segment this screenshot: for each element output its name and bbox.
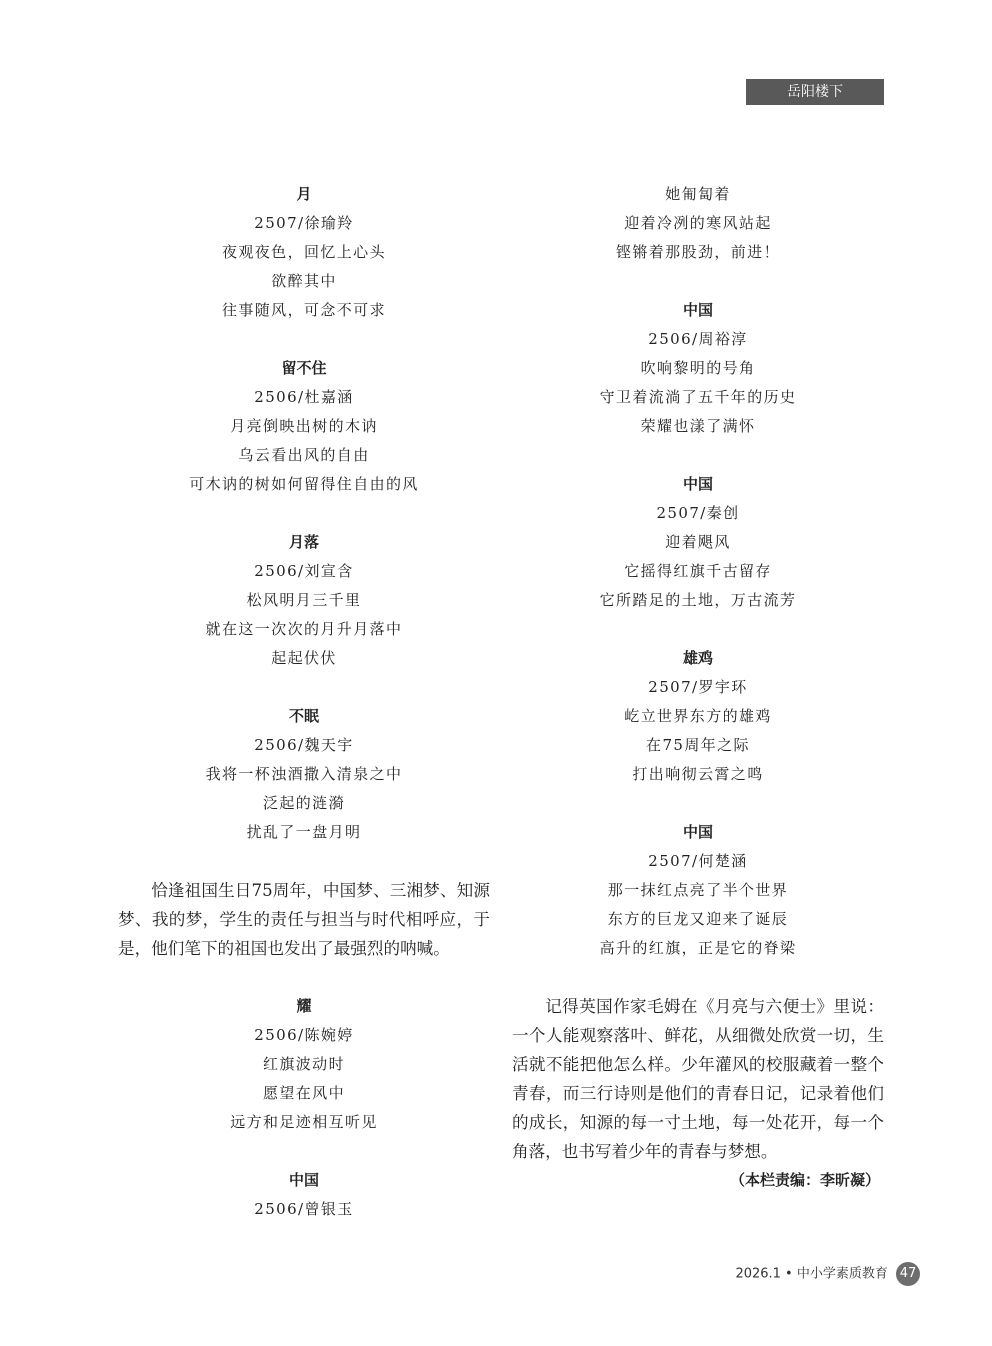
poem-line: 泛起的涟漪 (262, 794, 345, 812)
poem-line: 松风明月三千里 (246, 591, 362, 609)
poem-line: 我将一杯浊酒撒入清泉之中 (205, 765, 403, 783)
poem-line: 它摇得红旗千古留存 (624, 562, 772, 580)
poem-author: 2507/何楚涵 (648, 852, 748, 870)
poem-line: 那一抹红点亮了半个世界 (607, 881, 789, 899)
poem-continuation (512, 180, 884, 267)
poem-line: 打出响彻云霄之鸣 (632, 765, 764, 783)
left-poems-before (118, 180, 490, 847)
poem-title: 留不住 (281, 359, 327, 377)
intro-paragraph: 恰逢祖国生日75周年，中国梦、三湘梦、知源梦、我的梦，学生的责任与担当与时代相呼应，于是，他们笔下的祖国也发出了最强烈的呐喊。 (118, 881, 490, 958)
poem-line: 可木讷的树如何留得住自由的风 (189, 475, 419, 493)
poem-author: 2506/刘宣含 (254, 562, 354, 580)
poem (118, 180, 490, 325)
right-column (512, 180, 884, 1195)
poem-line: 高升的红旗，正是它的脊梁 (599, 939, 797, 957)
poem-title: 不眠 (288, 707, 319, 725)
poem-line: 铿锵着那股劲，前进！ (615, 243, 780, 261)
poem (118, 1166, 490, 1224)
issue-label: 2026.1 • 中小学素质教育 (735, 1266, 888, 1282)
poem-line: 愿望在风中 (262, 1084, 345, 1102)
poem-line: 夜观夜色，回忆上心头 (221, 243, 386, 261)
poem-line: 月亮倒映出树的木讷 (230, 417, 378, 435)
poem-line: 屹立世界东方的雄鸡 (624, 707, 772, 725)
poem-title: 中国 (682, 823, 713, 841)
editor-credit: （本栏责编：李昕凝） (729, 1171, 880, 1189)
page-footer (600, 1262, 920, 1286)
poem-line: 它所踏足的土地，万古流芳 (599, 591, 797, 609)
poem-line: 在75周年之际 (646, 736, 750, 754)
poem-title: 雄鸡 (682, 649, 713, 667)
poem (118, 528, 490, 673)
poem-line: 扰乱了一盘月明 (246, 823, 362, 841)
section-tag: 岳阳楼下 (746, 79, 884, 105)
poem-title: 月落 (288, 533, 319, 551)
poem (118, 354, 490, 499)
poem-line: 欲醉其中 (271, 272, 337, 290)
poem-author: 2506/周裕淳 (648, 330, 748, 348)
left-column (118, 180, 490, 1224)
poem-line: 迎着飓风 (665, 533, 731, 551)
poem-author: 2506/陈婉婷 (254, 1026, 354, 1044)
poem-author: 2506/魏天宇 (254, 736, 354, 754)
poem-author: 2507/秦创 (656, 504, 740, 522)
poem (118, 702, 490, 847)
poem (512, 644, 884, 789)
poem-line: 迎着冷冽的寒风站起 (624, 214, 772, 232)
right-poems (512, 296, 884, 992)
closing-paragraph: 记得英国作家毛姆在《月亮与六便士》里说：一个人能观察落叶、鲜花，从细微处欣赏一切，生活就不能把他怎么样。少年灌风的校服藏着一整个青春，而三行诗则是他们的青春日记，记录着他们的成长，知源的每一寸土地，每一处花开，每一个角落，也书写着少年的青春与梦想。 (512, 997, 884, 1161)
poem-line: 往事随风，可念不可求 (221, 301, 386, 319)
poem-title: 中国 (682, 301, 713, 319)
poem (512, 296, 884, 441)
page-number: 47 (896, 1262, 920, 1286)
poem-line: 吹响黎明的号角 (640, 359, 756, 377)
poem-line: 她匍匐着 (665, 185, 731, 203)
poem-line: 乌云看出风的自由 (238, 446, 370, 464)
poem-title: 耀 (296, 997, 312, 1015)
poem-title: 中国 (682, 475, 713, 493)
poem-line: 就在这一次次的月升月落中 (205, 620, 403, 638)
poem-author: 2507/徐瑜羚 (254, 214, 354, 232)
poem-author: 2506/杜嘉涵 (254, 388, 354, 406)
poem (512, 818, 884, 963)
poem (512, 470, 884, 615)
poem-line: 荣耀也漾了满怀 (640, 417, 756, 435)
poem-line: 守卫着流淌了五千年的历史 (599, 388, 797, 406)
poem-line: 东方的巨龙又迎来了诞辰 (607, 910, 789, 928)
poem-author: 2507/罗宇环 (648, 678, 748, 696)
poem-line: 远方和足迹相互听见 (230, 1113, 378, 1131)
poem-line: 起起伏伏 (271, 649, 337, 667)
poem-title: 中国 (288, 1171, 319, 1189)
poem-line: 红旗波动时 (262, 1055, 345, 1073)
poem-title: 月 (296, 185, 312, 203)
poem (118, 992, 490, 1137)
left-poems-after (118, 992, 490, 1224)
poem-author: 2506/曾银玉 (254, 1200, 354, 1218)
